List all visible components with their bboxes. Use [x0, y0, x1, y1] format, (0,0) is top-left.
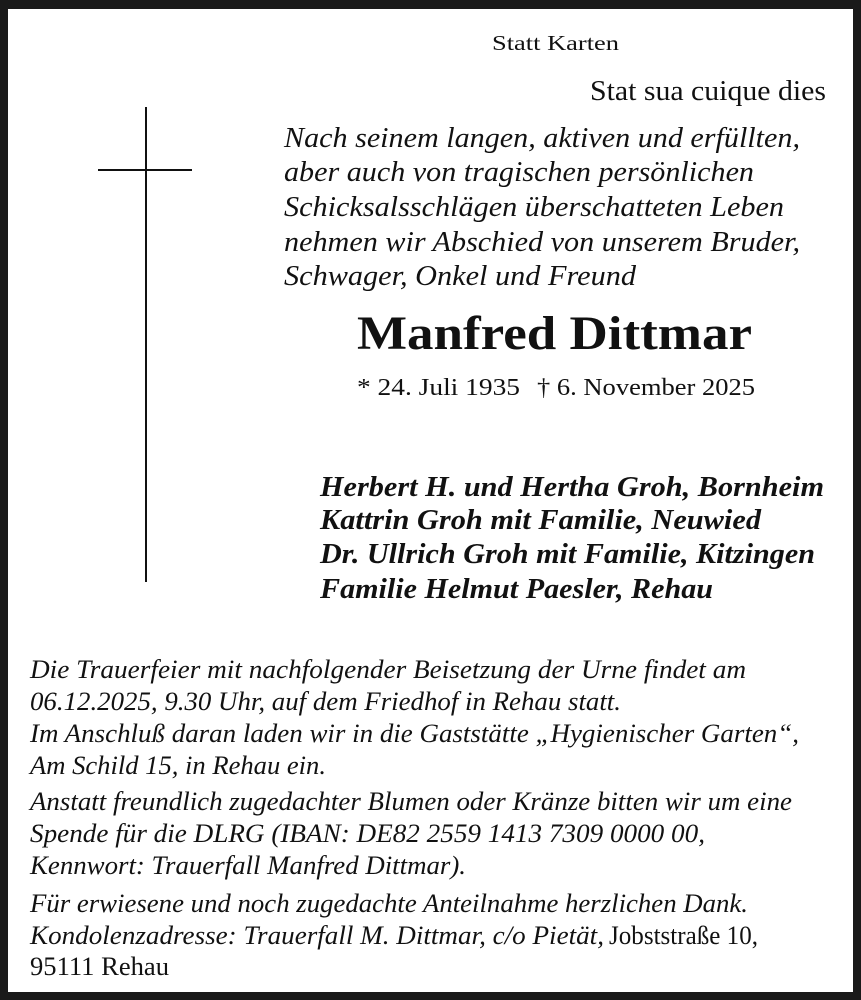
funeral-line: Am Schild 15, in Rehau ein. — [30, 751, 326, 780]
intro-line: Nach seinem langen, aktiven und erfüllten, — [284, 123, 800, 154]
motto: Stat sua cuique dies — [590, 76, 826, 107]
donation-line: Kennwort: Trauerfall Manfred Dittmar). — [30, 851, 467, 880]
thanks-line: Für erwiesene und noch zugedachte Anteilnahme herzlichen Dank. — [30, 889, 748, 918]
donation-line: Anstatt freundlich zugedachter Blumen oder Kränze bitten wir um eine — [30, 787, 792, 816]
intro-line: aber auch von tragischen persönlichen — [284, 157, 754, 188]
intro-line: Schwager, Onkel und Freund — [284, 261, 636, 292]
condolence-street: Jobststraße 10, — [609, 921, 758, 950]
statt-karten: Statt Karten — [492, 31, 619, 55]
deceased-name: Manfred Dittmar — [357, 307, 752, 360]
mourner: Familie Helmut Paesler, Rehau — [320, 574, 713, 605]
cross-icon-bar — [98, 169, 192, 171]
donation-line: Spende für die DLRG (IBAN: DE82 2559 1413 7309 0000 00, — [30, 819, 706, 848]
funeral-line: 06.12.2025, 9.30 Uhr, auf dem Friedhof in Rehau statt. — [30, 687, 621, 716]
intro-line: Schicksalsschlägen überschatteten Leben — [284, 192, 784, 223]
mourner: Dr. Ullrich Groh mit Familie, Kitzingen — [320, 539, 815, 570]
cross-icon — [145, 107, 147, 582]
birth-date: * 24. Juli 1935 — [357, 375, 520, 401]
intro-line: nehmen wir Abschied von unserem Bruder, — [284, 227, 800, 258]
mourner: Herbert H. und Hertha Groh, Bornheim — [320, 472, 824, 503]
death-date: † 6. November 2025 — [537, 375, 755, 401]
mourner: Kattrin Groh mit Familie, Neuwied — [320, 505, 761, 536]
condolence-address: Kondolenzadresse: Trauerfall M. Dittmar, c/o Pietät, — [30, 921, 604, 950]
funeral-line: Im Anschluß daran laden wir in die Gaststätte „Hygienischer Garten“, — [30, 719, 799, 748]
funeral-line: Die Trauerfeier mit nachfolgender Beisetzung der Urne findet am — [30, 655, 746, 684]
condolence-city: 95111 Rehau — [30, 952, 169, 981]
